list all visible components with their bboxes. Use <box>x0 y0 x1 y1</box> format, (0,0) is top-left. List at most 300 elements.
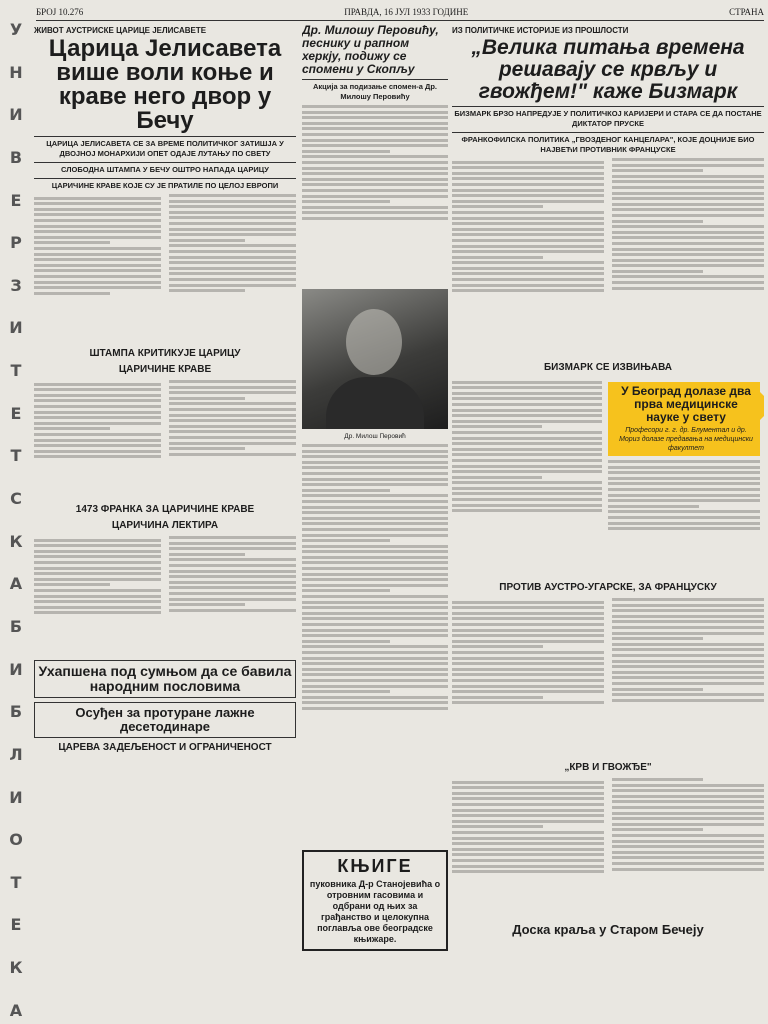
text-line <box>302 534 448 537</box>
text-line <box>452 797 604 800</box>
text-line <box>612 214 764 217</box>
stamp-letter: Е <box>10 403 22 423</box>
text-line <box>169 586 296 589</box>
body-text <box>302 105 448 285</box>
body-text <box>452 158 764 358</box>
text-line <box>452 459 602 462</box>
text-line <box>34 286 161 289</box>
text-line <box>612 248 764 251</box>
text-line <box>34 208 161 211</box>
article-headline: Др. Милошу Перовићу, песнику и рапном херкју, подижу се спомени у Скопљу <box>302 24 439 76</box>
text-line <box>34 422 161 425</box>
text-line <box>34 292 110 295</box>
section-heading: ЦАРИЧИНЕ КРАВЕ <box>118 364 212 375</box>
text-line <box>302 506 448 509</box>
text-line <box>169 261 296 264</box>
page-label: СТРАНА <box>729 7 764 17</box>
text-line <box>452 634 604 637</box>
section-heading: ЦАРИЧИНА ЛЕКТИРА <box>111 520 219 531</box>
article-deck: БИЗМАРК БРЗО НАПРЕДУЈЕ У ПОЛИТИЧКОЈ КАРИЈЕРИ И СТАРА СЕ ДА ПОСТАНЕ ДИКТАТОР ПРУСКЕ <box>452 106 764 129</box>
text-line <box>612 688 703 691</box>
text-line <box>452 228 604 231</box>
text-line <box>302 200 390 203</box>
text-line <box>452 803 604 806</box>
text-line <box>302 139 448 142</box>
text-line <box>302 444 448 447</box>
body-text <box>34 380 296 500</box>
text-line <box>302 539 390 542</box>
text-line <box>452 205 543 208</box>
text-line <box>452 685 604 688</box>
stamp-letter: Т <box>10 361 22 381</box>
text-line <box>34 241 110 244</box>
text-line <box>34 213 161 216</box>
text-line <box>452 629 604 632</box>
stamp-letter: В <box>9 147 23 167</box>
text-line <box>34 455 161 458</box>
text-line <box>452 183 604 186</box>
text-line <box>612 648 764 651</box>
section-heading: ШТАМПА КРИТИКУЈЕ ЦАРИЦУ <box>89 348 241 359</box>
article-deck: СЛОБОДНА ШТАМПА У БЕЧУ ОШТРО НАПАДА ЦАРИЦУ <box>34 162 296 175</box>
text-line <box>452 403 602 406</box>
text-line <box>612 186 764 189</box>
text-line <box>34 383 161 386</box>
text-line <box>169 239 245 242</box>
text-line <box>302 472 448 475</box>
text-line <box>302 696 448 699</box>
text-line <box>452 504 602 507</box>
text-line <box>302 211 448 214</box>
text-line <box>612 868 764 871</box>
text-line <box>34 411 161 414</box>
article-bismarck <box>452 24 764 1020</box>
text-line <box>302 167 448 170</box>
text-line <box>452 476 542 479</box>
text-line <box>452 623 604 626</box>
text-line <box>302 679 448 682</box>
issue-number: БРОЈ 10.276 <box>36 7 84 17</box>
photo-caption: Др. Милош Перовић <box>344 433 406 440</box>
text-line <box>169 581 296 584</box>
text-line <box>452 865 604 868</box>
text-line <box>612 158 764 161</box>
text-line <box>452 386 602 389</box>
text-line <box>452 448 602 451</box>
text-line <box>612 834 764 837</box>
text-line <box>34 595 161 598</box>
text-line <box>452 272 604 275</box>
text-line <box>608 494 760 497</box>
text-line <box>34 589 161 592</box>
text-line <box>612 626 764 629</box>
text-line <box>452 651 604 654</box>
text-line <box>612 845 764 848</box>
text-line <box>452 453 602 456</box>
text-line <box>452 492 602 495</box>
stamp-letter: А <box>9 1000 23 1020</box>
stamp-letter: Н <box>9 62 23 82</box>
text-line <box>452 381 602 384</box>
text-line <box>169 228 296 231</box>
text-line <box>34 416 161 419</box>
book-advertisement <box>302 850 448 951</box>
body-text <box>34 194 296 344</box>
text-line <box>302 461 448 464</box>
text-line <box>169 216 296 219</box>
text-line <box>302 172 448 175</box>
stamp-letter: Е <box>10 190 22 210</box>
body-text <box>452 778 764 918</box>
text-line <box>169 575 296 578</box>
text-line <box>169 380 296 383</box>
text-line <box>34 399 161 402</box>
text-line <box>612 699 764 702</box>
text-line <box>452 284 604 287</box>
text-line <box>612 175 764 178</box>
text-line <box>302 623 448 626</box>
text-line <box>452 267 604 270</box>
body-text <box>452 378 602 578</box>
text-line <box>612 795 764 798</box>
text-line <box>452 842 604 845</box>
text-line <box>34 561 161 564</box>
text-line <box>34 253 161 256</box>
text-line <box>302 617 448 620</box>
text-line <box>169 233 296 236</box>
text-line <box>452 200 604 203</box>
text-line <box>302 545 448 548</box>
text-line <box>612 253 764 256</box>
text-line <box>452 189 604 192</box>
text-line <box>302 606 448 609</box>
text-line <box>452 617 604 620</box>
text-line <box>612 806 764 809</box>
text-line <box>612 784 764 787</box>
text-line <box>612 817 764 820</box>
text-line <box>169 547 296 550</box>
highlight-subtitle: Професори г. г. др. Блументал и др. Мориз долазе предавања на медицински факултет <box>619 427 753 452</box>
text-line <box>612 236 764 239</box>
text-line <box>302 217 448 220</box>
section-heading: БИЗМАРК СЕ ИЗВИЊАВА <box>543 362 673 373</box>
text-line <box>302 478 448 481</box>
text-line <box>302 612 448 615</box>
text-line <box>302 685 448 688</box>
stamp-letter: С <box>10 489 22 509</box>
text-line <box>169 553 245 556</box>
text-line <box>612 208 764 211</box>
text-line <box>302 657 448 660</box>
text-line <box>452 831 604 834</box>
text-line <box>34 539 161 542</box>
text-line <box>302 483 448 486</box>
text-line <box>452 809 604 812</box>
text-line <box>302 589 390 592</box>
text-line <box>452 601 604 604</box>
text-line <box>302 111 448 114</box>
text-line <box>608 488 760 491</box>
text-line <box>34 219 161 222</box>
text-line <box>169 447 245 450</box>
text-line <box>169 436 296 439</box>
text-line <box>608 505 699 508</box>
text-line <box>34 578 161 581</box>
text-line <box>169 592 296 595</box>
text-line <box>612 693 764 696</box>
text-line <box>302 550 448 553</box>
stamp-letter: Л <box>9 744 23 764</box>
text-line <box>452 222 604 225</box>
text-line <box>34 555 161 558</box>
article-headline: Царица Јелисавета више воли коње и краве него двор у Бечу <box>48 35 282 134</box>
text-line <box>169 558 296 561</box>
text-line <box>612 812 764 815</box>
text-line <box>34 236 161 239</box>
text-line <box>169 598 296 601</box>
text-line <box>612 828 703 831</box>
text-line <box>34 405 161 408</box>
text-line <box>452 662 604 665</box>
text-line <box>612 287 764 290</box>
text-line <box>169 272 296 275</box>
text-line <box>452 657 604 660</box>
text-line <box>452 640 604 643</box>
text-line <box>452 261 604 264</box>
text-line <box>612 220 703 223</box>
text-line <box>612 203 764 206</box>
stamp-letter: Т <box>10 446 22 466</box>
section-heading: ЦАРЕВА ЗАДЕЉЕНОСТ И ОГРАНИЧЕНОСТ <box>58 742 272 753</box>
text-line <box>452 814 604 817</box>
text-line <box>302 105 448 108</box>
stamp-letter: И <box>9 659 23 679</box>
text-line <box>612 632 764 635</box>
text-line <box>452 781 604 784</box>
text-line <box>302 573 448 576</box>
text-line <box>612 660 764 663</box>
text-line <box>452 397 602 400</box>
text-line <box>452 481 602 484</box>
text-line <box>608 499 760 502</box>
text-line <box>169 419 296 422</box>
text-line <box>34 388 161 391</box>
text-line <box>302 511 448 514</box>
text-line <box>34 269 161 272</box>
stamp-letter: Б <box>9 616 23 636</box>
ad-title: КЊИГЕ <box>337 856 413 876</box>
text-line <box>612 604 764 607</box>
text-line <box>169 278 296 281</box>
text-line <box>169 200 296 203</box>
text-line <box>452 425 542 428</box>
text-line <box>302 133 448 136</box>
text-line <box>169 289 245 292</box>
text-line <box>608 460 760 463</box>
text-line <box>302 662 448 665</box>
text-line <box>169 609 296 612</box>
article-perovic <box>302 24 448 1020</box>
text-line <box>608 477 760 480</box>
text-line <box>302 178 448 181</box>
article-deck: ЦАРИЦА ЈЕЛИСАВЕТА СЕ ЗА ВРЕМЕ ПОЛИТИЧКОГ ЗАТИШЈА У ДВОЈНОЈ МОНАРХИЈИ ОПЕТ ОДАЈЕ ЛУТАЊУ ПО СВЕТУ <box>34 136 296 159</box>
page-header <box>36 4 764 21</box>
text-line <box>452 194 604 197</box>
text-line <box>452 172 604 175</box>
text-line <box>169 386 296 389</box>
text-line <box>452 825 543 828</box>
text-line <box>612 654 764 657</box>
text-line <box>452 289 604 292</box>
text-line <box>452 256 543 259</box>
text-line <box>169 425 296 428</box>
text-line <box>452 696 543 699</box>
stamp-letter: З <box>10 275 22 295</box>
text-line <box>169 430 296 433</box>
article-deck: Акција за подизање спомен-а Др. Милошу Перовићу <box>302 79 448 102</box>
stamp-letter: И <box>9 105 23 125</box>
text-line <box>302 707 448 710</box>
text-line <box>34 544 161 547</box>
library-stamp <box>6 20 26 1020</box>
stamp-letter: У <box>9 20 23 39</box>
text-line <box>169 211 296 214</box>
text-line <box>302 494 448 497</box>
text-line <box>612 823 764 826</box>
text-line <box>612 676 764 679</box>
stamp-letter: К <box>9 531 23 551</box>
text-line <box>612 643 764 646</box>
text-line <box>169 222 296 225</box>
text-line <box>169 256 296 259</box>
text-line <box>612 164 764 167</box>
text-line <box>612 671 764 674</box>
article-deck: ЦАРИЧИНЕ КРАВЕ КОЈЕ СУ ЈЕ ПРАТИЛЕ ПО ЦЕЛОЈ ЕВРОПИ <box>34 178 296 191</box>
news-box <box>34 660 296 698</box>
text-line <box>452 792 604 795</box>
text-line <box>612 259 764 262</box>
text-line <box>34 550 161 553</box>
text-line <box>302 155 448 158</box>
text-line <box>608 466 760 469</box>
highlighted-article <box>608 382 760 456</box>
text-line <box>302 584 448 587</box>
text-line <box>34 258 161 261</box>
text-line <box>612 169 703 172</box>
text-line <box>452 278 604 281</box>
text-line <box>612 225 764 228</box>
article-headline: „Велика питања времена решавају се крвљу и гвожђем!" каже Бизмарк <box>471 36 745 103</box>
text-line <box>612 856 764 859</box>
text-line <box>452 690 604 693</box>
stamp-letter: Е <box>10 915 22 935</box>
text-line <box>302 601 448 604</box>
text-line <box>169 414 296 417</box>
text-line <box>34 197 161 200</box>
text-line <box>452 239 604 242</box>
text-line <box>169 250 296 253</box>
text-line <box>452 673 604 676</box>
text-line <box>302 651 448 654</box>
text-line <box>452 442 602 445</box>
text-line <box>302 144 448 147</box>
text-line <box>34 264 161 267</box>
text-line <box>302 127 448 130</box>
text-line <box>452 177 604 180</box>
text-line <box>302 466 448 469</box>
highlight-headline: У Београд долазе два прва медицинске науке у свету <box>621 384 751 424</box>
text-line <box>452 509 602 512</box>
text-line <box>452 431 602 434</box>
text-line <box>608 510 760 513</box>
text-line <box>302 189 448 192</box>
text-line <box>452 679 604 682</box>
text-line <box>452 217 604 220</box>
text-line <box>612 180 764 183</box>
body-text <box>608 460 760 570</box>
text-line <box>452 437 602 440</box>
text-line <box>452 498 602 501</box>
text-line <box>302 122 448 125</box>
text-line <box>612 637 703 640</box>
text-line <box>452 786 604 789</box>
text-line <box>302 578 448 581</box>
text-line <box>302 690 390 693</box>
text-line <box>34 247 161 250</box>
text-line <box>34 275 161 278</box>
text-line <box>452 859 604 862</box>
stamp-letter: Т <box>10 872 22 892</box>
text-line <box>34 439 161 442</box>
text-line <box>452 487 602 490</box>
text-line <box>612 197 764 200</box>
text-line <box>302 673 448 676</box>
text-line <box>612 192 764 195</box>
text-line <box>302 195 448 198</box>
text-line <box>612 242 764 245</box>
text-line <box>34 572 161 575</box>
section-heading: „КРВ И ГВОЖЂЕ" <box>564 762 652 773</box>
text-line <box>169 442 296 445</box>
text-line <box>302 629 448 632</box>
text-line <box>169 205 296 208</box>
text-line <box>169 267 296 270</box>
section-heading: 1473 ФРАНКА ЗА ЦАРИЧИНЕ КРАВЕ <box>75 504 255 515</box>
text-line <box>608 522 760 525</box>
stamp-letter: Р <box>10 233 22 253</box>
text-line <box>612 264 764 267</box>
text-line <box>452 465 602 468</box>
text-line <box>302 567 448 570</box>
text-line <box>169 453 296 456</box>
text-line <box>169 536 296 539</box>
text-line <box>302 634 448 637</box>
text-line <box>302 595 448 598</box>
text-line <box>34 444 161 447</box>
text-line <box>612 778 703 781</box>
text-line <box>302 645 448 648</box>
text-line <box>612 620 764 623</box>
text-line <box>34 450 161 453</box>
text-line <box>452 606 604 609</box>
ad-text: пуковника Д-р Станојевића о отровним гасовима и одбрани од њих за грађанство и целокупна поглавља ове београдске књижаре. <box>309 879 441 944</box>
text-line <box>612 665 764 668</box>
text-line <box>612 270 703 273</box>
text-line <box>302 500 448 503</box>
text-line <box>169 408 296 411</box>
text-line <box>612 615 764 618</box>
text-line <box>34 433 161 436</box>
